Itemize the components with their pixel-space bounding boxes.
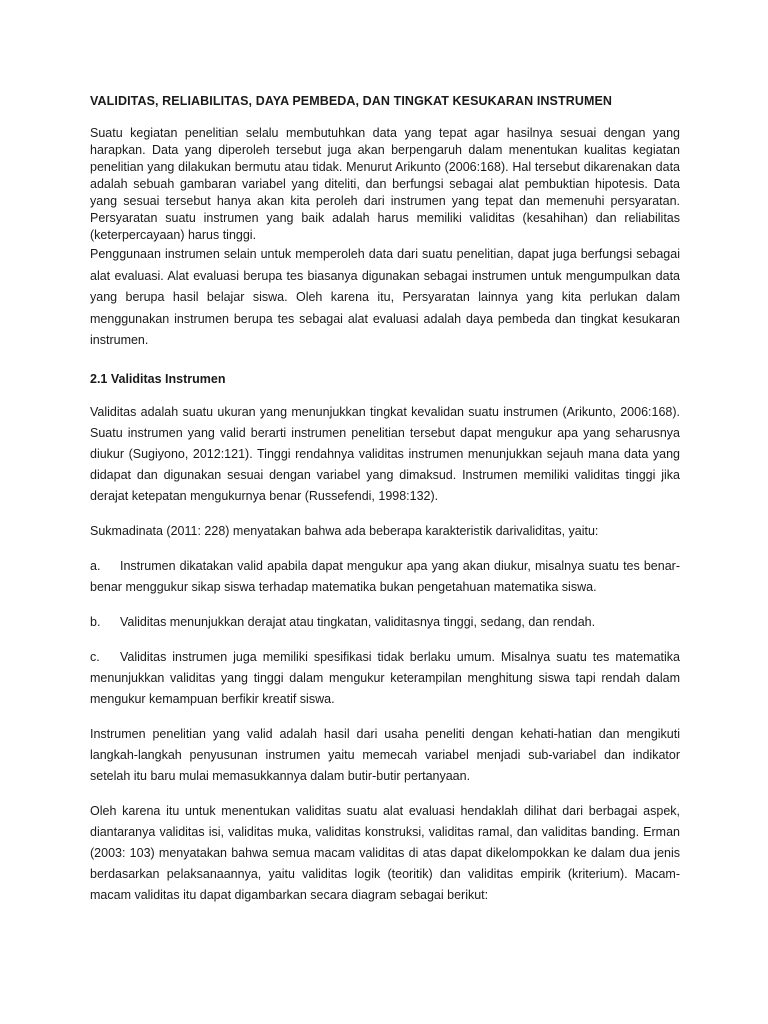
list-item-text: Validitas menunjukkan derajat atau tingkatan, validitasnya tinggi, sedang, dan rendah. (120, 614, 596, 629)
body-paragraph: Validitas adalah suatu ukuran yang menunjukkan tingkat kevalidan suatu instrumen (Arikunto, 2006:168). Suatu instrumen yang valid berarti instrumen penelitian tersebut dapat mengukur apa yang seharusnya diukur (Sugiyono, 2012:121). Tinggi rendahnya validitas instrumen menunjukkan sejauh mana data yang didapat dan digunakan sesuai dengan variabel yang dimaksud. Instrumen memiliki validitas tinggi jika derajat ketepatan mengukurnya benar (Russefendi, 1998:132). (90, 404, 680, 503)
list-item (90, 556, 680, 598)
body-paragraph: Instrumen penelitian yang valid adalah hasil dari usaha peneliti dengan kehati-hatian dan mengikuti langkah-langkah penyusunan instrumen yaitu memecah variabel menjadi sub-variabel dan indikator setelah itu baru mulai memasukkannya dalam butir-butir pertanyaan. (90, 726, 680, 783)
list-item-text: Instrumen dikatakan valid apabila dapat mengukur apa yang akan diukur, misalnya suatu tes benar-benar menggukur sikap siswa terhadap matematika bukan pengetahuan matematika siswa. (90, 558, 680, 594)
list-marker: c. (90, 649, 100, 664)
document-title: VALIDITAS, RELIABILITAS, DAYA PEMBEDA, DAN TINGKAT KESUKARAN INSTRUMEN (90, 94, 613, 108)
body-paragraph: Sukmadinata (2011: 228) menyatakan bahwa ada beberapa karakteristik darivaliditas, yaitu: (90, 523, 599, 538)
list-item-text: Validitas instrumen juga memiliki spesifikasi tidak berlaku umum. Misalnya suatu tes matematika menunjukkan validitas yang tinggi dalam mengukur keterampilan menghitung siswa tapi rendah dalam mengukur kemampuan berfikir kreatif siswa. (90, 649, 680, 706)
list-marker: b. (90, 614, 101, 629)
intro-paragraph: Suatu kegiatan penelitian selalu membutuhkan data yang tepat agar hasilnya sesuai dengan yang harapkan. Data yang diperoleh tersebut juga akan berpengaruh dalam menentukan kualitas kegiatan penelitian yang dilakukan bermutu atau tidak. Menurut Arikunto (2006:168). Hal tersebut dikarenakan data adalah sebuah gambaran variabel yang diteliti, dan berfungsi sebagai alat pembuktian hipotesis. Data yang sesuai tersebut hanya akan kita peroleh dari instrumen yang tepat dan memenuhi persyaratan. Persyaratan suatu instrumen yang baik adalah harus memiliki validitas (kesahihan) dan reliabilitas (keterpercayaan) harus tinggi. (90, 126, 680, 242)
intro-paragraph: Penggunaan instrumen selain untuk memperoleh data dari suatu penelitian, dapat juga berfungsi sebagai alat evaluasi. Alat evaluasi berupa tes biasanya digunakan sebagai instrumen untuk mengumpulkan data yang berupa hasil belajar siswa. Oleh karena itu, Persyaratan lainnya yang kita perlukan dalam menggunakan instrumen berupa tes sebagai alat evaluasi adalah daya pembeda dan tingkat kesukaran instrumen. (90, 247, 680, 348)
document-content (90, 94, 680, 920)
section-heading: 2.1 Validitas Instrumen (90, 371, 226, 386)
list-item (90, 647, 680, 710)
body-paragraph: Oleh karena itu untuk menentukan validitas suatu alat evaluasi hendaklah dilihat dari berbagai aspek, diantaranya validitas isi, validitas muka, validitas konstruksi, validitas ramal, dan validitas banding. Erman (2003: 103) menyatakan bahwa semua macam validitas di atas dapat dikelompokkan ke dalam dua jenis berdasarkan pelaksanaannya, yaitu validitas logik (teoritik) dan validitas empirik (kriterium). Macam-macam validitas itu dapat digambarkan secara diagram sebagai berikut: (90, 803, 680, 902)
list-item (90, 612, 680, 633)
list-marker: a. (90, 558, 101, 573)
intro-section (90, 125, 680, 352)
